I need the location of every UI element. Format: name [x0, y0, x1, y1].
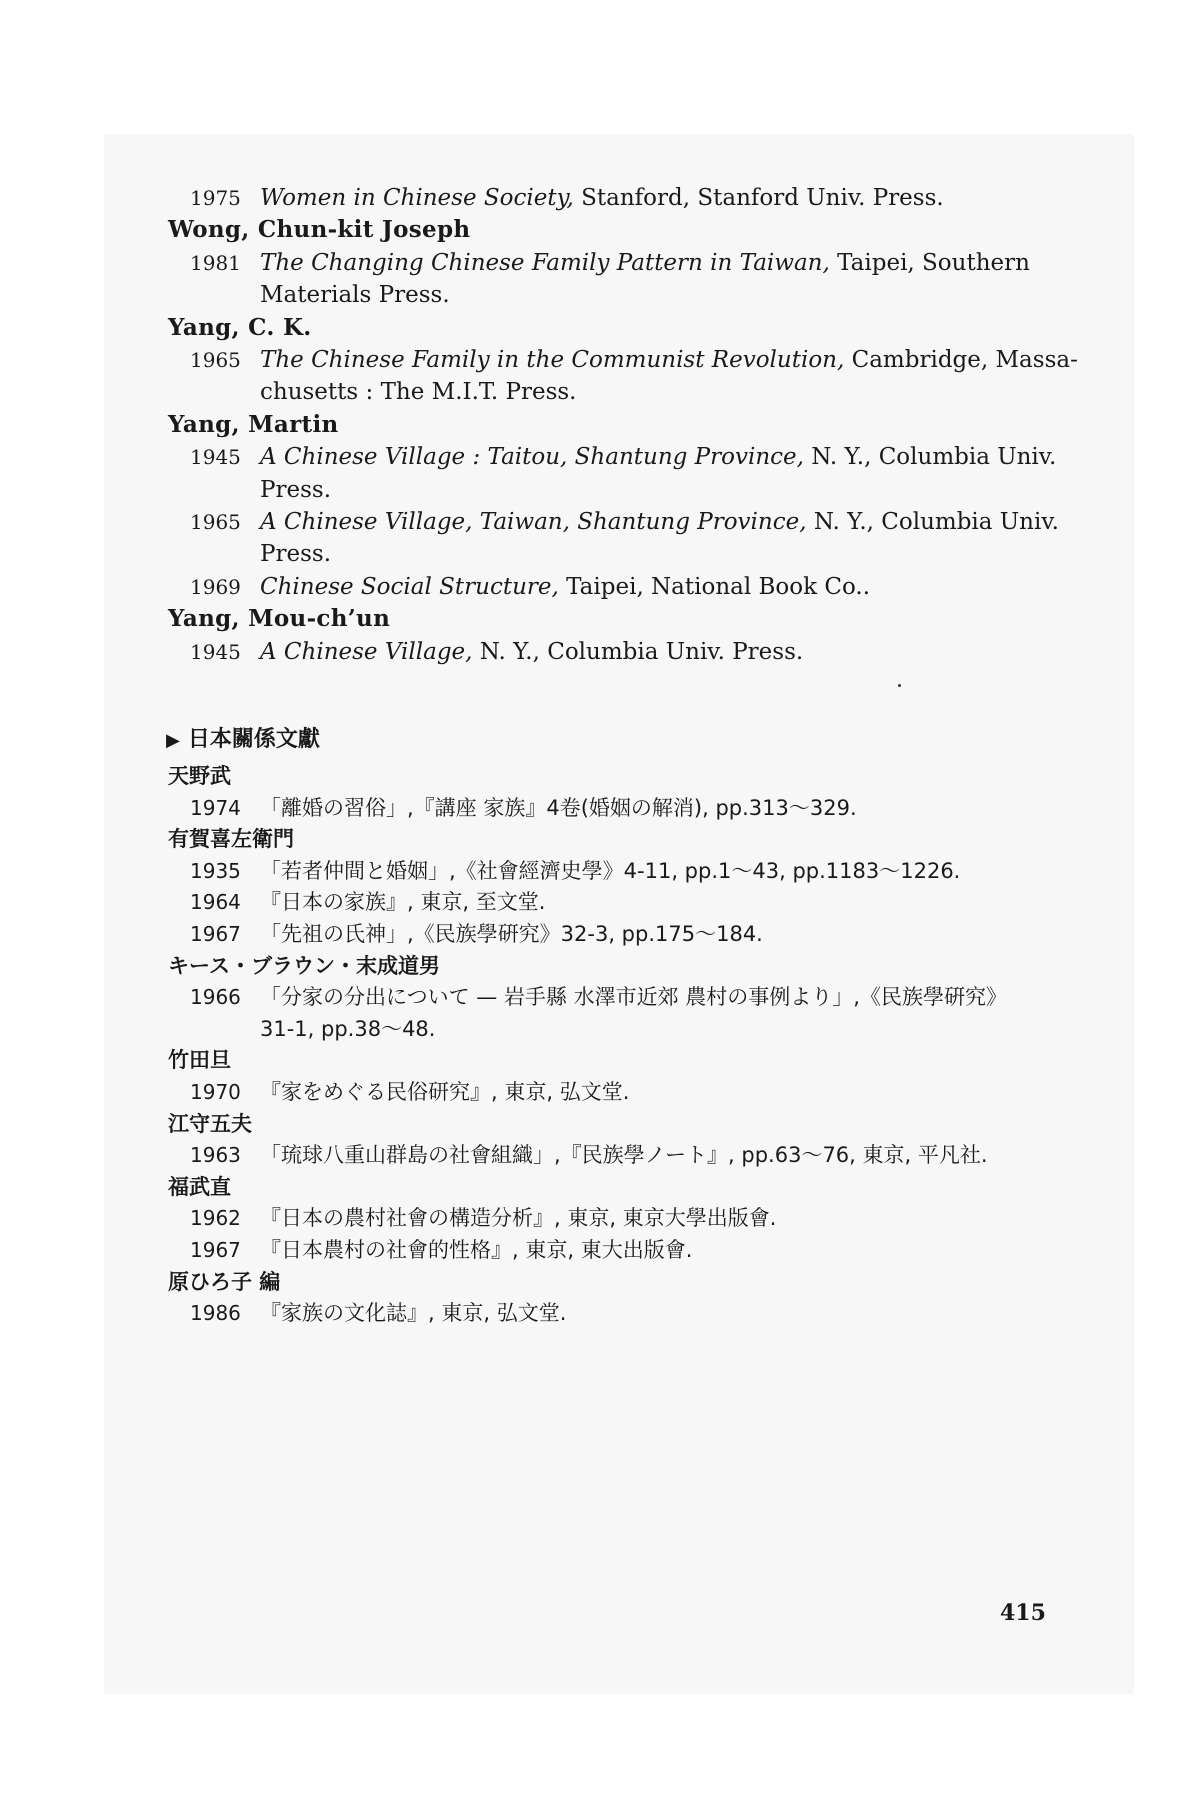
entry-text: 『家をめぐる民俗研究』, 東京, 弘文堂.: [260, 1080, 630, 1104]
author-name: Yang, C. K.: [168, 313, 312, 341]
entry-continuation: Materials Press.: [260, 282, 450, 309]
reference-entry: [190, 853, 960, 889]
author-name: Yang, Martin: [168, 410, 339, 438]
reference-entry: [190, 979, 1007, 1015]
reference-entry: [190, 180, 944, 216]
author-name: 竹田旦: [168, 1048, 231, 1073]
speck-mark: [898, 684, 901, 687]
entry-text: 「琉球八重山群島の社會組織」,『民族學ノート』, pp.63～76, 東京, 平凡社.: [260, 1143, 988, 1168]
triangle-marker-icon: ▶: [166, 730, 180, 751]
entry-continuation: Press.: [260, 541, 331, 568]
entry-title: Chinese Social Structure,: [260, 573, 559, 600]
entry-year: 1965: [190, 348, 241, 372]
entry-title: A Chinese Village : Taitou, Shantung Province,: [260, 444, 804, 471]
entry-year: 1935: [190, 858, 241, 883]
entry-year: 1975: [190, 186, 241, 210]
entry-title: The Changing Chinese Family Pattern in Taiwan,: [260, 249, 830, 276]
entry-publisher: Stanford, Stanford Univ. Press.: [573, 185, 944, 211]
entry-text: 『日本農村の社會的性格』, 東京, 東大出版會.: [260, 1238, 693, 1262]
entry-continuation: 31-1, pp.38～48.: [260, 1016, 436, 1041]
entry-year: 1970: [190, 1080, 241, 1104]
entry-publisher: Taipei, National Book Co..: [558, 573, 871, 600]
entry-year: 1974: [190, 795, 241, 820]
reference-entry: [190, 1200, 776, 1236]
reference-entry: [190, 1137, 988, 1173]
author-name: Yang, Mou-ch’un: [168, 605, 391, 633]
entry-year: 1966: [190, 985, 241, 1010]
entry-year: 1945: [190, 639, 241, 664]
author-name: 有賀喜左衛門: [168, 827, 294, 852]
reference-entry: [190, 569, 870, 605]
entry-year: 1969: [190, 574, 241, 599]
reference-entry: [190, 1295, 566, 1331]
entry-text: 「若者仲間と婚姻」,《社會經濟史學》4-11, pp.1～43, pp.1183～1226.: [260, 858, 961, 883]
author-name: 江守五夫: [168, 1111, 252, 1136]
entry-year: 1963: [190, 1143, 241, 1168]
reference-entry: [190, 504, 1059, 540]
entry-year: 1962: [190, 1206, 241, 1231]
entry-title: Women in Chinese Society,: [260, 185, 574, 211]
entry-year: 1986: [190, 1301, 241, 1326]
author-name: 福武直: [168, 1174, 231, 1199]
entry-continuation: chusetts : The M.I.T. Press.: [260, 379, 577, 406]
entry-publisher: N. Y., Columbia Univ.: [806, 509, 1059, 535]
author-name: 原ひろ子 編: [168, 1269, 281, 1294]
section-heading-text: 日本關係文獻: [187, 727, 320, 752]
entry-text: 『日本の農村社會の構造分析』, 東京, 東京大學出版會.: [260, 1206, 777, 1231]
entry-text: 「離婚の習俗」,『講座 家族』4卷(婚姻の解消), pp.313～329.: [260, 795, 857, 820]
entry-year: 1967: [190, 922, 241, 946]
entry-text: 「分家の分出について — 岩手縣 水澤市近郊 農村の事例より」,《民族學硏究》: [260, 985, 1007, 1010]
entry-publisher: Taipei, Southern: [829, 249, 1030, 276]
page-number: 415: [1000, 1600, 1046, 1626]
reference-entry: [190, 439, 1056, 475]
author-name: 天野武: [168, 764, 231, 788]
entry-text: 「先祖の氏神」,《民族學硏究》32-3, pp.175～184.: [260, 922, 763, 946]
entry-title: The Chinese Family in the Communist Revolution,: [260, 347, 845, 373]
author-name: Wong, Chun-kit Joseph: [168, 216, 471, 244]
entry-title: A Chinese Village,: [260, 638, 473, 665]
entry-year: 1965: [190, 510, 241, 534]
entry-year: 1964: [190, 890, 241, 915]
reference-entry: [190, 1232, 692, 1268]
entry-year: 1945: [190, 445, 241, 470]
entry-text: 『家族の文化誌』, 東京, 弘文堂.: [260, 1301, 567, 1326]
reference-entry: [190, 916, 763, 952]
reference-entry: [190, 884, 545, 920]
reference-entry: [190, 1074, 629, 1110]
reference-entry: [190, 790, 857, 826]
reference-entry: [190, 342, 1078, 378]
reference-entry: [190, 634, 803, 670]
entry-publisher: N. Y., Columbia Univ.: [803, 444, 1057, 471]
author-name: キース・ブラウン・末成道男: [168, 953, 440, 978]
reference-entry: [190, 245, 1030, 281]
entry-year: 1981: [190, 250, 241, 275]
entry-year: 1967: [190, 1238, 241, 1262]
entry-publisher: N. Y., Columbia Univ. Press.: [472, 638, 804, 665]
japanese-section-heading: [166, 722, 320, 758]
entry-publisher: Cambridge, Massa-: [844, 347, 1078, 373]
entry-text: 『日本の家族』, 東京, 至文堂.: [260, 890, 546, 915]
entry-continuation: Press.: [260, 476, 331, 503]
entry-title: A Chinese Village, Taiwan, Shantung Province,: [260, 509, 807, 535]
